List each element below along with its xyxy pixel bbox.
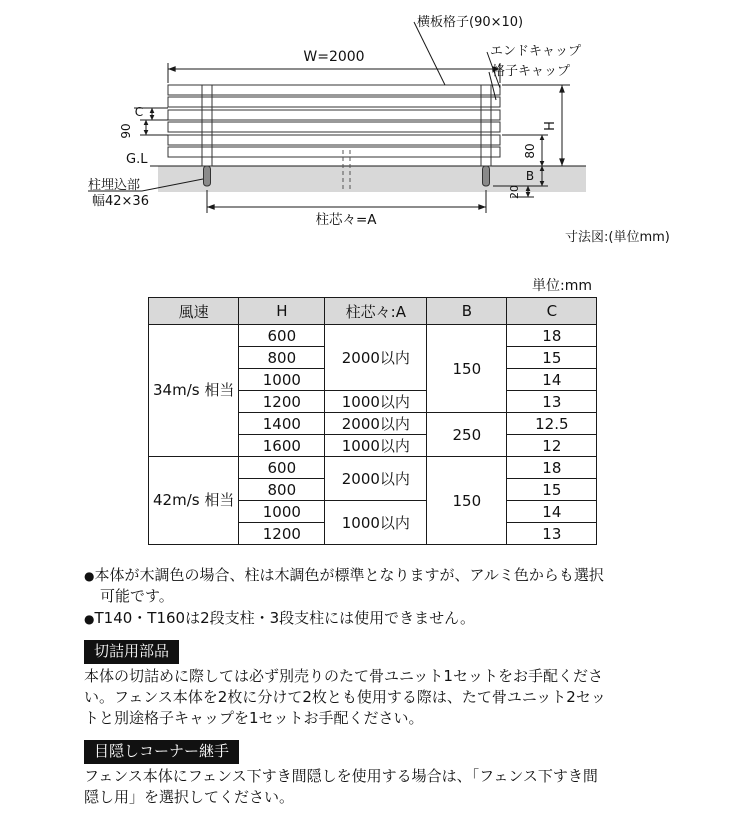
cell-c: 18: [507, 325, 597, 347]
cell-h: 800: [239, 479, 325, 501]
cell-c: 18: [507, 457, 597, 479]
note-text: T140・T160は2段支柱・3段支柱には使用できません。: [94, 608, 476, 627]
gl-label: G.L: [126, 152, 148, 167]
table-row: [149, 325, 597, 347]
cell-c: 13: [507, 391, 597, 413]
table-row: [149, 457, 597, 479]
dim-w: [168, 63, 500, 83]
note-bullet: [84, 608, 604, 629]
cell-h: 600: [239, 457, 325, 479]
cell-a: 1000以内: [325, 435, 427, 457]
cell-a: 2000以内: [325, 413, 427, 435]
post-embed-width-label: 幅42×36: [92, 194, 149, 209]
cell-a: 2000以内: [325, 457, 427, 501]
col-header-c: C: [507, 298, 597, 325]
section-cut-parts: [84, 640, 606, 729]
fence-boards: [168, 85, 500, 157]
cell-h: 800: [239, 347, 325, 369]
cell-h: 1600: [239, 435, 325, 457]
dim-h-label: H: [543, 121, 558, 131]
post-embed-label: 柱埋込部: [88, 178, 141, 193]
cell-c: 12.5: [507, 413, 597, 435]
dim-80-label: 80: [523, 143, 537, 159]
cell-a: 2000以内: [325, 325, 427, 391]
col-header-a: 柱芯々:A: [325, 298, 427, 325]
cell-c: 15: [507, 347, 597, 369]
col-header-h: H: [239, 298, 325, 325]
board-label: 横板格子(90×10): [417, 15, 524, 30]
cell-c: 13: [507, 523, 597, 545]
dim-b-label: B: [525, 169, 535, 183]
notes: [84, 565, 604, 629]
cell-h: 600: [239, 325, 325, 347]
note-bullet: [84, 565, 604, 608]
cell-h: 1200: [239, 523, 325, 545]
section-corner-joint: [84, 740, 606, 808]
fence-dimension-diagram: [0, 0, 740, 258]
dim-a-label: 柱芯々=A: [315, 212, 377, 228]
ground-band: [158, 166, 586, 192]
end-cap-label: エンドキャップ: [490, 44, 582, 59]
dim-a: [207, 190, 486, 213]
cell-b: 150: [427, 325, 507, 413]
bullet-icon: ●: [84, 569, 95, 583]
dim-w-label: W=2000: [303, 49, 365, 65]
cell-c: 15: [507, 479, 597, 501]
dim-20-label: 20: [508, 185, 521, 199]
cell-c: 12: [507, 435, 597, 457]
cell-a: 1000以内: [325, 391, 427, 413]
section-body: フェンス本体にフェンス下すき間隠しを使用する場合は、「フェンス下すき間隠し用」を選択してください。: [84, 766, 598, 806]
section-title-badge: 目隠しコーナー継手: [84, 740, 239, 764]
cell-h: 1000: [239, 501, 325, 523]
wind-speed-cell: 42m/s 相当: [149, 457, 239, 545]
header-row: [149, 298, 597, 325]
section-body: 本体の切詰めに際しては必ず別売りのたて骨ユニット1セットをお手配ください。フェンス本体を2枚に分けて2枚とも使用する際は、たて骨ユニット2セットと別途格子キャップを1セットお手配ください。: [84, 666, 606, 727]
bullet-icon: ●: [84, 611, 95, 626]
note-text: 本体が木調色の場合、柱は木調色が標準となりますが、アルミ色からも選択可能です。: [94, 566, 604, 606]
cell-h: 1200: [239, 391, 325, 413]
spec-table: [148, 297, 597, 545]
cell-a: 1000以内: [325, 501, 427, 545]
col-header-b: B: [427, 298, 507, 325]
cell-c: 14: [507, 369, 597, 391]
cell-c: 14: [507, 501, 597, 523]
cell-b: 150: [427, 457, 507, 545]
diagram-caption: 寸法図:(単位mm): [565, 230, 670, 245]
table-unit-label: 単位:mm: [532, 278, 592, 294]
wind-speed-cell: 34m/s 相当: [149, 325, 239, 457]
lattice-cap-label: 格子キャップ: [492, 64, 571, 79]
cell-h: 1000: [239, 369, 325, 391]
col-header-wind: 風速: [149, 298, 239, 325]
cell-b: 250: [427, 413, 507, 457]
dim-90-label: 90: [119, 123, 133, 139]
cell-h: 1400: [239, 413, 325, 435]
section-title-badge: 切詰用部品: [84, 640, 179, 664]
dim-c-label: C: [134, 105, 144, 119]
